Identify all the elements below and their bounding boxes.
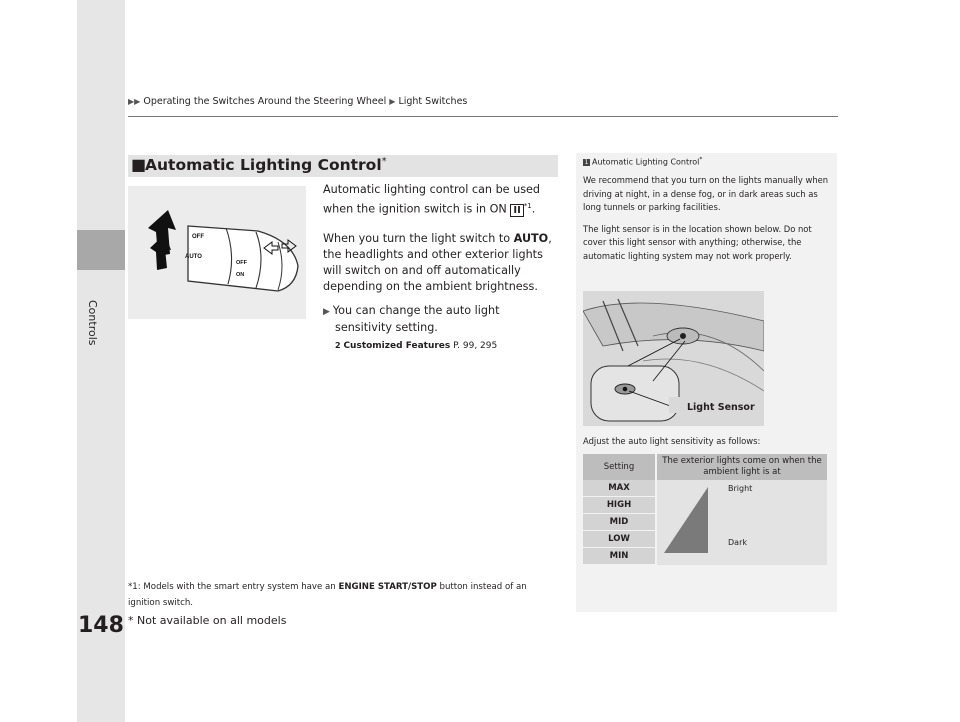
breadcrumb-arrow-icon: ▶ xyxy=(389,97,396,106)
bullet-arrow-icon: ▶ xyxy=(323,306,333,317)
table-row-high: HIGH xyxy=(583,497,656,514)
breadcrumb-parent[interactable]: Operating the Switches Around the Steering Wheel xyxy=(143,96,387,107)
light-switch-illustration xyxy=(128,186,306,319)
label-on: ON xyxy=(236,272,245,278)
breadcrumb xyxy=(128,96,467,107)
paragraph-auto: When you turn the light switch to AUTO, the headlights and other exterior lights will switch on and off automatically depending on the ambient brightness. xyxy=(323,231,552,293)
sidebar-section-marker xyxy=(77,230,125,270)
table-header-ambient: The exterior lights come on when the ambient light is at xyxy=(656,454,827,480)
label-off: OFF xyxy=(192,234,204,240)
label-auto: AUTO xyxy=(185,254,202,260)
xref-pages[interactable]: P. 99, 295 xyxy=(453,340,498,351)
paragraph-ignition: Automatic lighting control can be used when the ignition switch is in ON II $^{*1}$. xyxy=(323,183,541,216)
panel-paragraph-2: The light sensor is in the location shown below. Do not cover this light sensor with anything; otherwise, the automatic lighting system may not work properly. xyxy=(583,223,812,261)
availability-note: * Not available on all models xyxy=(128,614,287,627)
table-row-mid: MID xyxy=(583,514,656,531)
panel-paragraph-1: We recommend that you turn on the lights manually when driving at night, in a dense fog, or in dark areas such as long tunnels or parking facilities. xyxy=(583,175,829,212)
footnote-ref[interactable]: *1 xyxy=(523,202,532,210)
note-icon: 1 xyxy=(584,158,589,166)
table-header-setting: Setting xyxy=(583,454,656,480)
page-number: 148 xyxy=(78,613,124,638)
availability-mark: * xyxy=(381,156,387,167)
sidebar-section-label: Controls xyxy=(86,300,99,346)
panel-title: 1 Automatic Lighting Control* xyxy=(584,156,703,167)
sensitivity-table xyxy=(583,454,827,565)
table-row-max: MAX xyxy=(583,480,656,497)
breadcrumb-current[interactable]: Light Switches xyxy=(398,96,468,107)
section-title: Automatic Lighting Control xyxy=(145,156,382,175)
footnote: *1: Models with the smart entry system have an ENGINE START/STOP button instead of an ignition switch. xyxy=(128,582,527,608)
xref-label[interactable]: Customized Features xyxy=(343,340,451,351)
bright-label: Bright xyxy=(728,484,753,493)
header-rule xyxy=(128,116,838,117)
table-row-min: MIN xyxy=(583,548,656,565)
cross-reference[interactable] xyxy=(335,338,559,354)
adjust-instruction: Adjust the auto light sensitivity as follows: xyxy=(583,436,761,446)
light-sensor-label: Light Sensor xyxy=(687,402,755,413)
light-sensor-photo xyxy=(583,291,764,426)
section-heading xyxy=(128,155,558,177)
dark-label: Dark xyxy=(728,538,747,547)
table-row-low: LOW xyxy=(583,531,656,548)
body-text xyxy=(323,182,559,360)
brightness-gradient xyxy=(656,480,827,565)
xref-arrow-icon: 2 xyxy=(335,340,341,350)
light-switch-figure xyxy=(128,186,306,319)
label-off-2: OFF xyxy=(236,260,247,266)
sensitivity-note: ▶ You can change the auto light sensitivity setting. 2 Customized Features P. 99, 295 xyxy=(323,303,559,354)
heading-square-icon: ■ xyxy=(131,155,147,174)
panel-text xyxy=(583,174,831,271)
breadcrumb-arrow-icon: ▶▶ xyxy=(128,97,141,106)
ignition-key-icon: II xyxy=(510,204,523,217)
